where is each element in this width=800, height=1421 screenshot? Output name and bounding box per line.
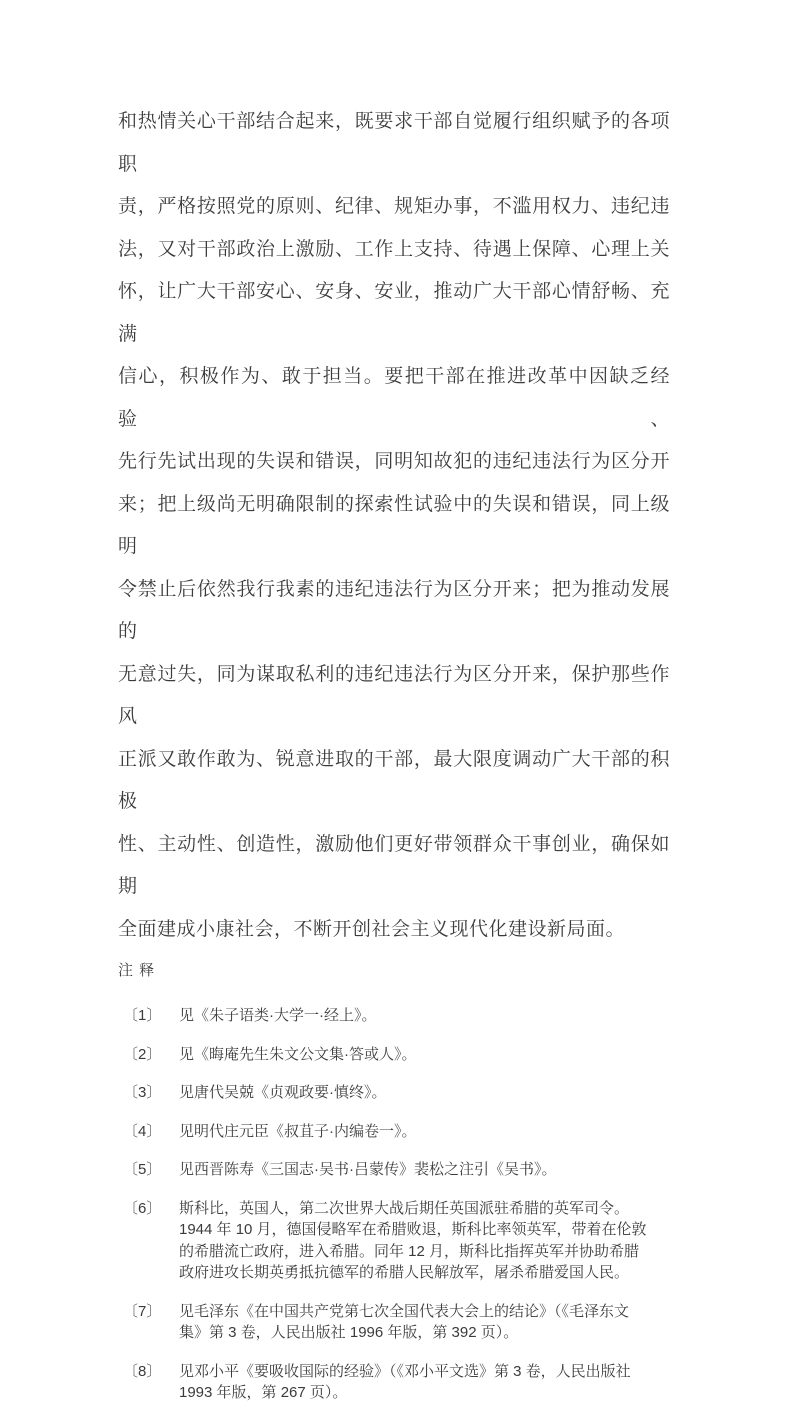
note-item — [123, 1044, 670, 1066]
note-number: 〔5〕 — [123, 1161, 162, 1178]
paragraph-line: 和热情关心干部结合起来，既要求干部自觉履行组织赋予的各项职 — [118, 111, 670, 175]
note-text — [179, 1082, 670, 1104]
note-text — [179, 1198, 670, 1284]
paragraph-line: 来；把上级尚无明确限制的探索性试验中的失误和错误，同上级明 — [118, 493, 670, 557]
notes-list — [118, 1005, 670, 1404]
note-text — [179, 1005, 670, 1027]
note-text-line: 见西晋陈寿《三国志·吴书·吕蒙传》裴松之注引《吴书》。 — [179, 1161, 557, 1178]
note-item — [123, 1198, 670, 1284]
note-item — [123, 1361, 670, 1404]
note-text-line: 见《晦庵先生朱文公文集·答或人》。 — [179, 1045, 417, 1063]
note-number: 〔2〕 — [123, 1045, 162, 1063]
paragraph-line: 正派又敢作敢为、锐意进取的干部，最大限度调动广大干部的积极 — [118, 748, 670, 812]
note-text-line: 集》第 3 卷，人民出版社 1996 年版，第 392 页）。 — [179, 1324, 519, 1341]
note-item — [123, 1082, 670, 1104]
paragraph-line: 信心，积极作为、敢于担当。要把干部在推进改革中因缺乏经验、 — [118, 366, 670, 430]
note-text-line: 政府进攻长期英勇抵抗德军的希腊人民解放军，屠杀希腊爱国人民。 — [179, 1264, 630, 1281]
note-number: 〔6〕 — [123, 1199, 162, 1217]
note-text — [179, 1044, 670, 1066]
note-number: 〔7〕 — [123, 1302, 162, 1320]
paragraph-line: 法，又对干部政治上激励、工作上支持、待遇上保障、心理上关 — [118, 238, 670, 260]
paragraph-line: 全面建成小康社会，不断开创社会主义现代化建设新局面。 — [118, 918, 626, 940]
note-item — [123, 1159, 670, 1181]
note-item — [123, 1121, 670, 1143]
note-text-line: 见《朱子语类·大学一·经上》。 — [179, 1007, 377, 1024]
note-text-line: 见毛泽东《在中国共产党第七次全国代表大会上的结论》（《毛泽东文 — [179, 1302, 630, 1320]
note-text-line: 见明代庄元臣《叔苴子·内编卷一》。 — [179, 1122, 417, 1140]
paragraph-line: 先行先试出现的失误和错误，同明知故犯的违纪违法行为区分开 — [118, 451, 670, 472]
paragraph-line: 怀，让广大干部安心、安身、安业，推动广大干部心情舒畅、充满 — [118, 281, 670, 345]
paragraph-line: 令禁止后依然我行我素的违纪违法行为区分开来；把为推动发展的 — [118, 578, 670, 642]
note-text-line: 见唐代吴兢《贞观政要·慎终》。 — [179, 1084, 387, 1101]
note-text — [179, 1159, 670, 1181]
note-text-line: 斯科比，英国人，第二次世界大战后期任英国派驻希腊的英军司令。 — [179, 1199, 630, 1217]
note-text-line: 1944 年 10 月，德国侵略军在希腊败退，斯科比率领英军，带着在伦敦 — [179, 1221, 647, 1238]
note-item — [123, 1301, 670, 1344]
page-content — [118, 101, 670, 1421]
note-number: 〔8〕 — [123, 1362, 162, 1380]
note-text-line: 1993 年版，第 267 页）。 — [179, 1384, 348, 1401]
note-text — [179, 1361, 670, 1404]
note-text-line: 见邓小平《要吸收国际的经验》（《邓小平文选》第 3 卷，人民出版社 — [179, 1362, 631, 1380]
paragraph-line: 性、主动性、创造性，激励他们更好带领群众干事创业，确保如期 — [118, 833, 670, 897]
note-text — [179, 1301, 670, 1344]
note-number: 〔1〕 — [123, 1007, 162, 1024]
paragraph-line: 无意过失，同为谋取私利的违纪违法行为区分开来，保护那些作风 — [118, 663, 670, 727]
note-number: 〔3〕 — [123, 1084, 162, 1101]
note-text — [179, 1121, 670, 1143]
note-number: 〔4〕 — [123, 1122, 162, 1140]
notes-header: 注 释 — [118, 962, 156, 979]
paragraph-line: 责，严格按照党的原则、纪律、规矩办事，不滥用权力、违纪违 — [118, 196, 670, 217]
note-item — [123, 1005, 670, 1027]
note-text-line: 的希腊流亡政府，进入希腊。同年 12 月，斯科比指挥英军并协助希腊 — [179, 1242, 640, 1260]
main-paragraph — [118, 101, 670, 951]
